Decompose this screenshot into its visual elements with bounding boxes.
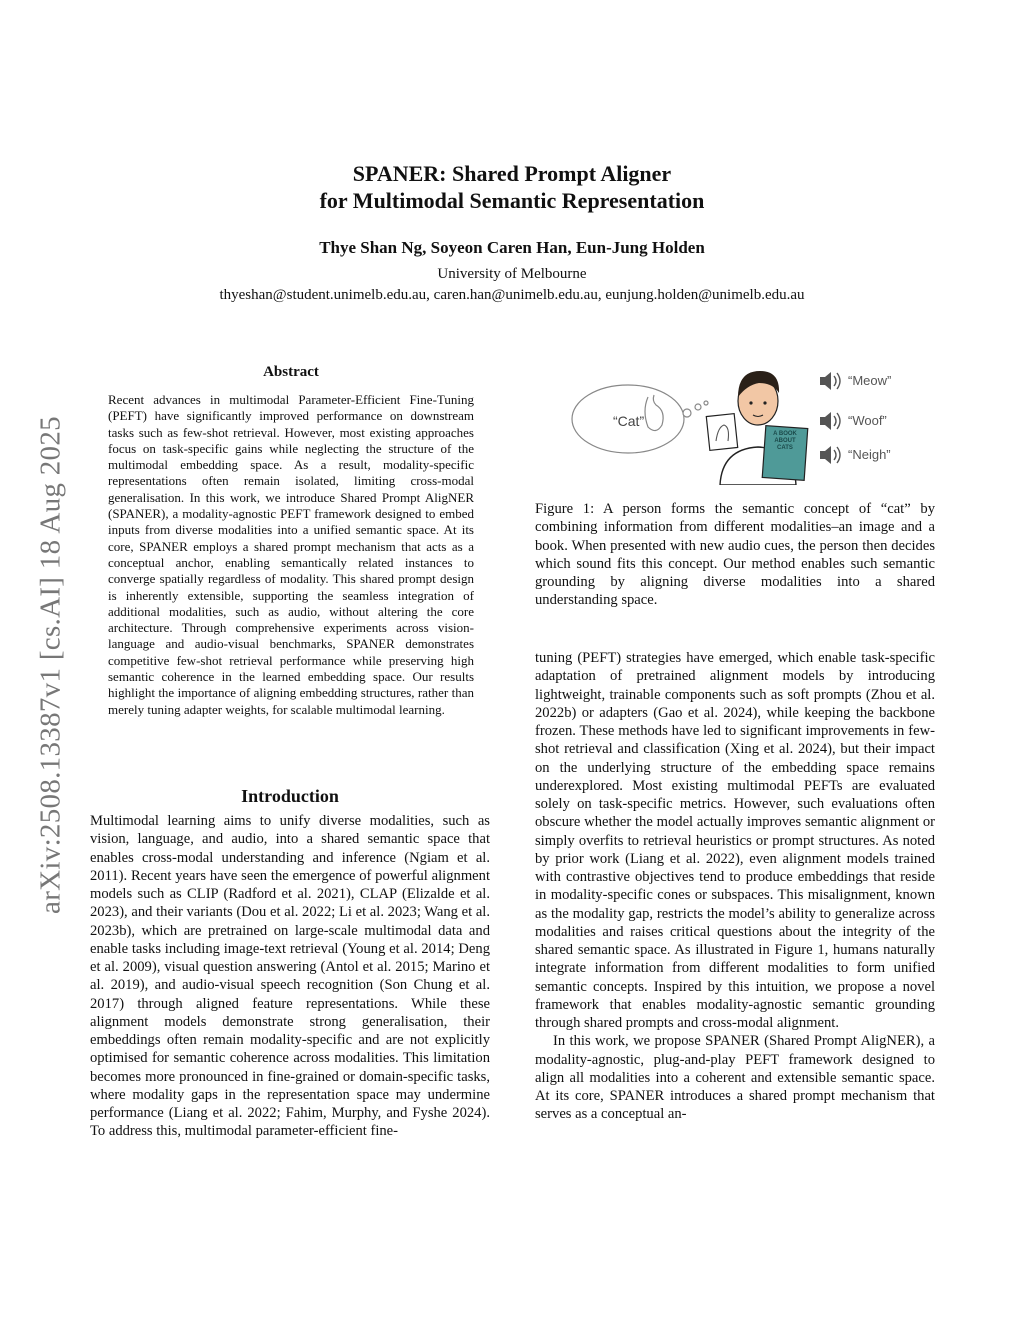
emails: thyeshan@student.unimelb.edu.au, caren.han@unimelb.edu.au, eunjung.holden@unimelb.edu.au — [219, 287, 805, 303]
abstract-body: Recent advances in multimodal Parameter-Efficient Fine-Tuning (PEFT) have significantly improved performance on downstream tasks such as few-shot retrieval. However, most existing approaches focus on task-specific gains while neglecting the structure of the multimodal embedding space. As a result, modality-specific representations often remain isolated, limiting cross-modal generalisation. In this work, we introduce Shared Prompt AligNER (SPANER), a modality-agnostic PEFT framework designed to embed inputs from diverse modalities into a unified semantic space. At its core, SPANER employs a shared prompt mechanism that acts as a conceptual anchor, enabling semantically related instances to converge spatially regardless of modality. This shared prompt design is inherently extensible, supporting the seamless integration of additional modalities, such as audio, without altering the core architecture. Through comprehensive experiments across vision-language and audio-visual benchmarks, SPANER demonstrates competitive few-shot retrieval performance while preserving high semantic coherence in the learned embedding space. Our results highlight the importance of aligning embedding structures, rather than merely tuning adapter weights, for scalable multimodal learning. — [108, 392, 474, 717]
abstract-heading: Abstract — [263, 364, 319, 380]
paragraph-spaner: In this work, we propose SPANER (Shared Prompt AligNER), a modality-agnostic, plug-and-play PEFT framework designed to align all modalities into a coherent and extensible semantic space. At its core, SPANER introduces a shared prompt mechanism that serves as a conceptual an- — [535, 1033, 935, 1123]
title-line-2: for Multimodal Semantic Representation — [319, 188, 705, 213]
thought-bubble-label: “Cat” — [613, 413, 645, 429]
sound-label-neigh: “Neigh” — [848, 447, 891, 462]
sound-label-meow: “Meow” — [848, 373, 892, 388]
arxiv-stamp — [34, 370, 68, 960]
sound-icons — [820, 372, 840, 464]
book-title-label: A BOOK ABOUT CATS — [773, 431, 797, 451]
paragraph-peft: tuning (PEFT) strategies have emerged, which enable task-specific adaptation of pretrained alignment models by introducing lightweight, trainable components such as soft prompts (Zhou et al. 2022b) or adapters (Gao et al. 2024), while keeping the backbone frozen. These methods have led to significant improvements in few-shot retrieval and classification (Xing et al. 2024), but their impact on the underlying structure of the embedding space remains underexplored. Most existing multimodal PEFTs are evaluated solely on task-specific metrics. However, such evaluations often obscure whether the model actually improves semantic alignment or simply overfits to retrieval heuristics or prompt structures. As noted by prior work (Liang et al. 2022), even alignment models trained with contrastive objectives tend to produce embeddings that reside in modality-specific cones or subspaces. This misalignment, known as the modality gap, restricts the model’s ability to generalize across modalities and raises critical questions about the integrity of the shared semantic space. As illustrated in Figure 1, humans naturally integrate information from different modalities to form unified semantic concepts. Inspired by this intuition, we propose a novel framework that enables modality-agnostic semantic grounding through shared prompts and cross-modal alignment. — [535, 650, 935, 1031]
introduction-body: Multimodal learning aims to unify diverse modalities, such as vision, language, and audio, into a shared semantic space that enables cross-modal understanding and inference (Ngiam et al. 2011). Recent years have seen the emergence of powerful alignment models such as CLIP (Radford et al. 2021), CLAP (Elizalde et al. 2023), and their variants (Dou et al. 2022; Li et al. 2023; Wang et al. 2023b), which are pretrained on large-scale multimodal data and enable tasks including image-text retrieval (Young et al. 2014; Deng et al. 2009), visual question answering (Antol et al. 2015; Marino et al. 2019), and audio-visual speech recognition (Son Chung et al. 2017) through aligned feature representations. While these alignment models demonstrate strong generalisation, their embeddings often remain modality-specific and are not explicitly optimised for semantic coherence across modalities. This limitation becomes more pronounced in fine-grained or domain-specific tasks, where modality gaps in the representation space may undermine performance (Liang et al. 2022; Fahim, Murphy, and Fyshe 2024). To address this, multimodal parameter-efficient fine- — [90, 813, 490, 1140]
arxiv-stamp-text: arXiv:2508.13387v1 [cs.AI] 18 Aug 2025 — [34, 416, 67, 914]
authors: Thye Shan Ng, Soyeon Caren Han, Eun-Jung Holden — [319, 238, 705, 257]
right-column-body — [535, 649, 935, 1124]
figure-1-caption: Figure 1: A person forms the semantic concept of “cat” by combining information from different modalities–an image and a book. When presented with new audio cues, the person then decides which sound fits this concept. Our method enables such semantic grounding by aligning diverse modalities into a shared understanding space. — [535, 501, 935, 609]
introduction-heading: Introduction — [241, 786, 339, 806]
figure-1-illustration — [570, 357, 900, 485]
title-line-1: SPANER: Shared Prompt Aligner — [352, 161, 672, 186]
paper-title — [0, 160, 1024, 214]
cat-photo-card — [706, 414, 737, 451]
sound-label-woof: “Woof” — [848, 413, 887, 428]
affiliation: University of Melbourne — [437, 266, 587, 282]
